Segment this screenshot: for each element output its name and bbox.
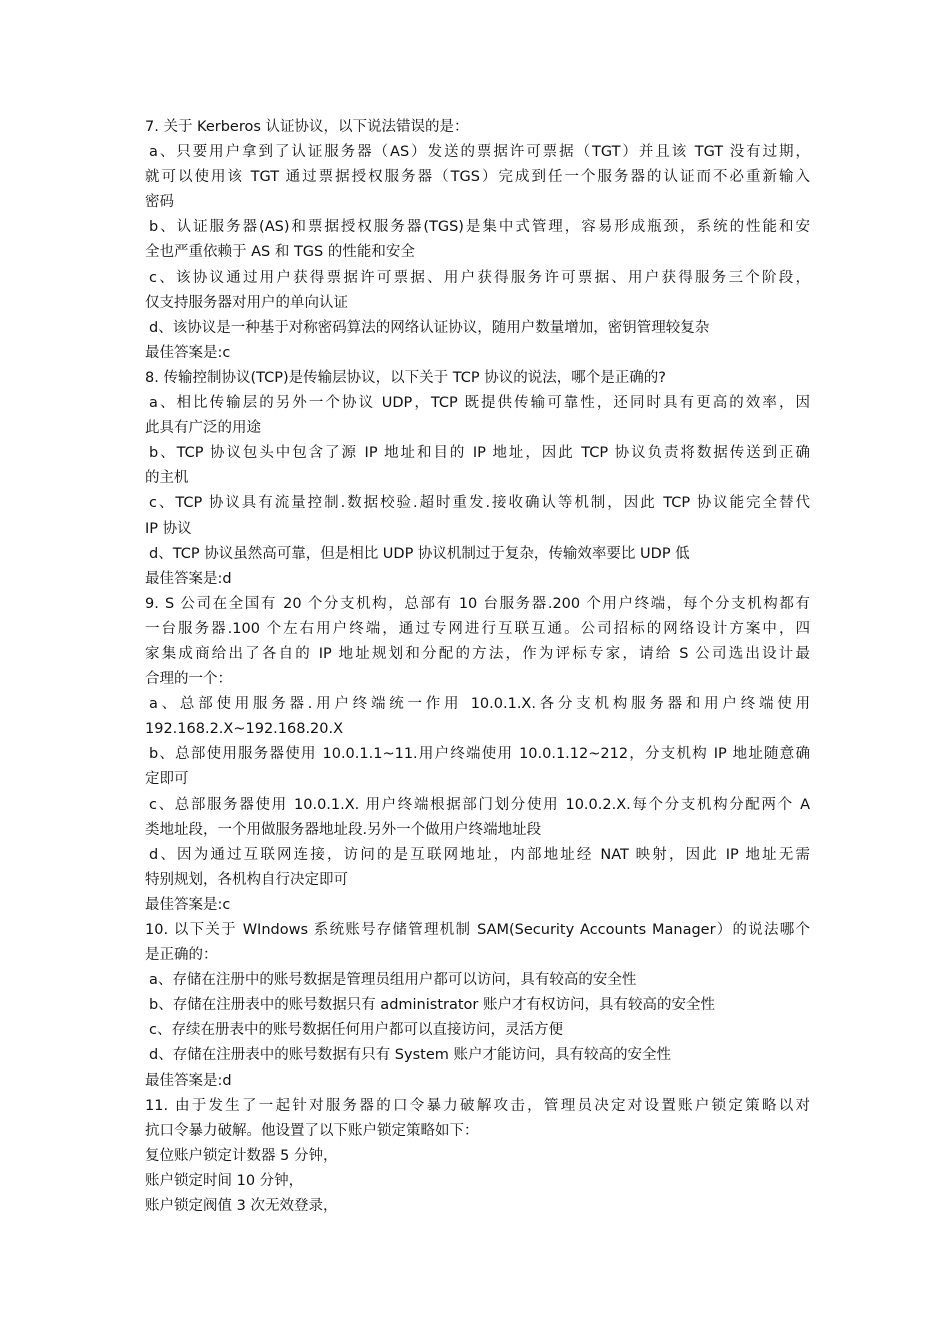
question-line: 8. 传输控制协议(TCP)是传输层协议，以下关于 TCP 协议的说法，哪个是正确的?	[145, 369, 666, 386]
text-line: 192.168.2.X~192.168.20.X	[145, 721, 344, 738]
question-line: 11. 由于发生了一起针对服务器的口令暴力破解攻击，管理员决定对设置账户锁定策略以对	[145, 1097, 810, 1114]
option-line: a、相比传输层的另外一个协议 UDP，TCP 既提供传输可靠性，还同时具有更高的效率，因	[149, 395, 810, 412]
text-line: 家集成商给出了各自的 IP 地址规划和分配的方法，作为评标专家，请给 S 公司选出设计最	[145, 645, 810, 662]
text-line: 一台服务器.100 个左右用户终端，通过专网进行互联互通。公司招标的网络设计方案中，四	[145, 620, 810, 637]
text-line: 账户锁定时间 10 分钟，	[145, 1172, 304, 1189]
option-line: c、存续在册表中的账号数据任何用户都可以直接访问，灵活方便	[149, 1022, 563, 1039]
answer-line: 最佳答案是:d	[145, 570, 232, 587]
text-line: IP 协议	[145, 520, 192, 537]
option-line: a、总部使用服务器.用户终端统一作用 10.0.1.X.各分支机构服务器和用户终端使用	[149, 696, 810, 713]
option-line: b、总部使用服务器使用 10.0.1.1~11.用户终端使用 10.0.1.12~212，分支机构 IP 地址随意确	[149, 746, 810, 763]
text-line: 类地址段，一个用做服务器地址段.另外一个做用户终端地址段	[145, 821, 542, 838]
text-line: 抗口令暴力破解。他设置了以下账户锁定策略如下：	[145, 1122, 479, 1139]
text-line: 账户锁定阀值 3 次无效登录，	[145, 1198, 338, 1215]
question-line: 9. S 公司在全国有 20 个分支机构，总部有 10 台服务器.200 个用户终端，每个分支机构都有	[145, 595, 810, 612]
option-line: d、TCP 协议虽然高可靠，但是相比 UDP 协议机制过于复杂，传输效率要比 UDP 低	[149, 545, 690, 562]
text-line: 定即可	[145, 771, 189, 788]
text-line: 的主机	[145, 470, 189, 487]
answer-line: 最佳答案是:c	[145, 344, 231, 361]
text-line: 就可以使用该 TGT 通过票据授权服务器（TGS）完成到任一个服务器的认证而不必重新输入	[145, 169, 810, 186]
answer-line: 最佳答案是:c	[145, 896, 231, 913]
option-line: a、存储在注册中的账号数据是管理员组用户都可以访问，具有较高的安全性	[149, 972, 637, 989]
text-line: 是正确的：	[145, 947, 218, 964]
text-line: 此具有广泛的用途	[145, 420, 261, 437]
option-line: c、该协议通过用户获得票据许可票据、用户获得服务许可票据、用户获得服务三个阶段，	[149, 269, 810, 286]
text-line: 全也严重依赖于 AS 和 TGS 的性能和安全	[145, 244, 415, 261]
option-line: d、存储在注册表中的账号数据有只有 System 账户才能访问，具有较高的安全性	[149, 1047, 671, 1064]
text-line: 特别规划，各机构自行决定即可	[145, 871, 348, 888]
question-line: 10. 以下关于 WIndows 系统账号存储管理机制 SAM(Security Accounts Manager）的说法哪个	[145, 922, 810, 938]
option-line: b、TCP 协议包头中包含了源 IP 地址和目的 IP 地址，因此 TCP 协议负责将数据传送到正确	[149, 445, 810, 462]
text-line: 合理的一个：	[145, 671, 232, 688]
option-line: a、只要用户拿到了认证服务器（AS）发送的票据许可票据（TGT）并且该 TGT 没有过期，	[149, 144, 810, 161]
document-body	[145, 115, 810, 1219]
option-line: b、存储在注册表中的账号数据只有 administrator 账户才有权访问，具有较高的安全性	[149, 997, 715, 1014]
text-line: 仅支持服务器对用户的单向认证	[145, 294, 348, 311]
question-line: 7. 关于 Kerberos 认证协议，以下说法错误的是：	[145, 119, 469, 135]
option-line: d、因为通过互联网连接，访问的是互联网地址，内部地址经 NAT 映射，因此 IP 地址无需	[149, 846, 810, 863]
option-line: c、TCP 协议具有流量控制.数据校验.超时重发.接收确认等机制，因此 TCP 协议能完全替代	[149, 495, 810, 512]
option-line: d、该协议是一种基于对称密码算法的网络认证协议，随用户数量增加，密钥管理较复杂	[149, 319, 710, 336]
text-line: 密码	[145, 194, 174, 211]
text-line: 复位账户锁定计数器 5 分钟，	[145, 1147, 338, 1164]
option-line: b、认证服务器(AS)和票据授权服务器(TGS)是集中式管理，容易形成瓶颈，系统的性能和安	[149, 219, 810, 236]
answer-line: 最佳答案是:d	[145, 1072, 232, 1089]
option-line: c、总部服务器使用 10.0.1.X. 用户终端根据部门划分使用 10.0.2.X.每个分支机构分配两个 A	[149, 796, 810, 813]
